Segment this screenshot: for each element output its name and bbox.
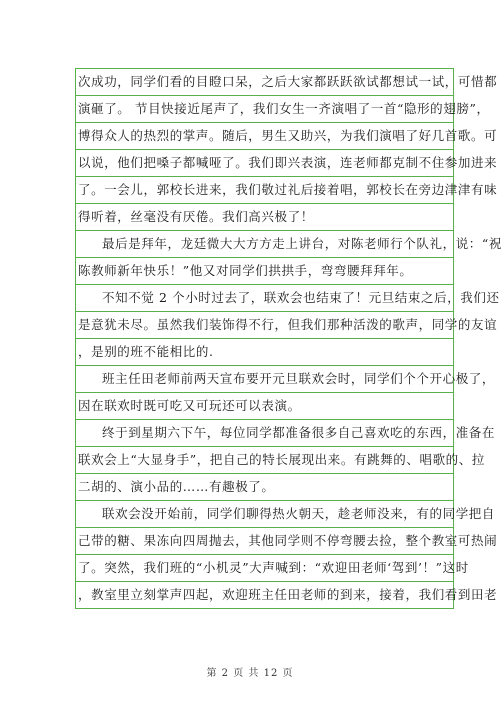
text-line: 终于到星期六下午，每位同学都准备很多自己喜欢吃的东西，准备在	[76, 420, 453, 447]
text-line: 最后是拜年，龙廷微大大方方走上讲台，对陈老师行个队礼，说：“祝	[76, 231, 453, 258]
text-line: 联欢会上“大显身手”，把自己的特长展现出来。有跳舞的、唱歌的、拉	[76, 447, 453, 474]
text-line: ，是别的班不能相比的.	[76, 339, 453, 366]
text-line: 演砸了。 节目快接近尾声了，我们女生一齐演唱了一首“隐形的翅膀”，	[76, 96, 453, 123]
text-line: 因在联欢时既可吃又可玩还可以表演。	[76, 393, 453, 420]
text-line: 博得众人的热烈的掌声。随后，男生又助兴，为我们演唱了好几首歌。可	[76, 123, 453, 150]
text-line: 是意犹未尽。虽然我们装饰得不行，但我们那种活泼的歌声，同学的友谊	[76, 312, 453, 339]
text-line: 二胡的、演小品的……有趣极了。	[76, 474, 453, 501]
text-line: 陈教师新年快乐！”他又对同学们拱拱手，弯弯腰拜拜年。	[76, 258, 453, 285]
text-line: 班主任田老师前两天宣布要开元旦联欢会时，同学们个个开心极了，	[76, 366, 453, 393]
text-line: 得听着，丝毫没有厌倦。我们高兴极了！	[76, 204, 453, 231]
text-line: 联欢会没开始前，同学们聊得热火朝天，趁老师没来，有的同学把自	[76, 501, 453, 528]
text-line: 己带的糖、果冻向四周抛去，其他同学则不停弯腰去捡，整个教室可热闹	[76, 528, 453, 555]
text-line: ，教室里立刻掌声四起，欢迎班主任田老师的到来，接着，我们看到田老	[78, 587, 498, 602]
text-line: 了。突然，我们班的“小机灵”大声喊到：“欢迎田老师‘驾到’！”这时	[76, 555, 453, 582]
page-number-footer: 第 2 页 共 12 页	[206, 668, 294, 679]
text-line: 次成功，同学们看的目瞪口呆，之后大家都跃跃欲试都想试一试，可惜都	[76, 69, 453, 96]
text-line: 了。一会儿，郭校长进来，我们敬过礼后接着唱，郭校长在旁边津津有味	[76, 177, 453, 204]
lined-essay-sheet	[75, 68, 502, 609]
text-line: 以说，他们把嗓子都喊哑了。我们即兴表演，连老师都克制不住参加进来	[76, 150, 453, 177]
text-line: 不知不觉 2 个小时过去了，联欢会也结束了！元旦结束之后，我们还	[76, 285, 453, 312]
